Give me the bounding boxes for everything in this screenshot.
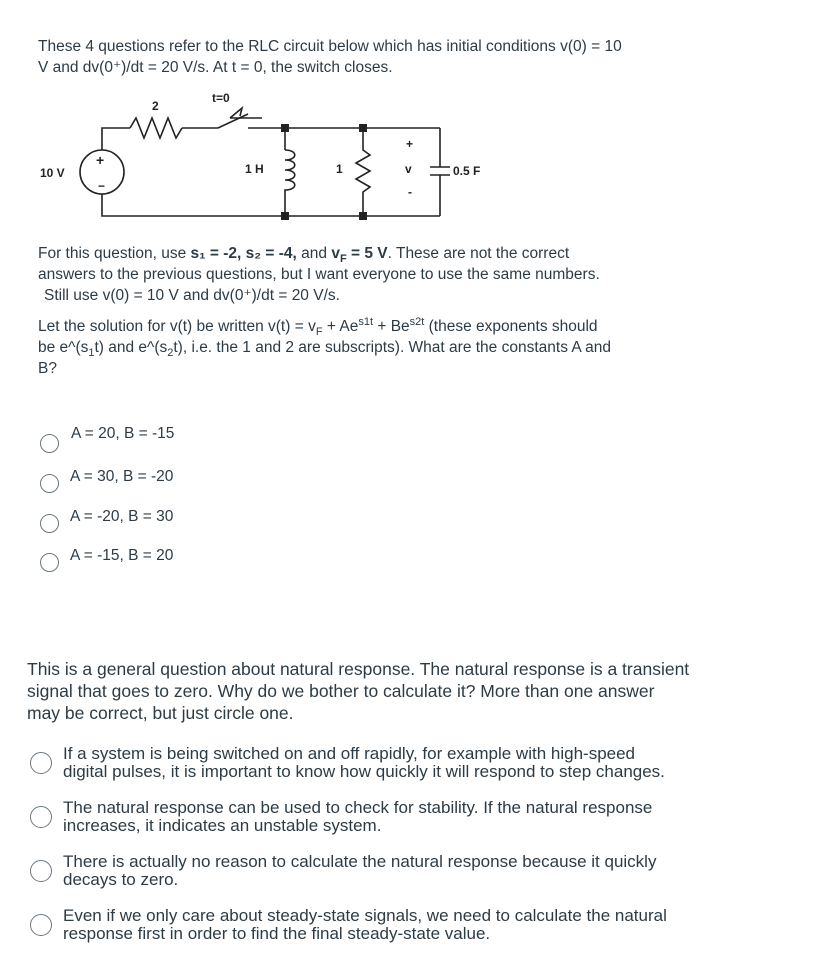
parallel-resistor <box>356 128 370 216</box>
inductor-label: 1 H <box>245 162 264 176</box>
q2-option-3[interactable]: There is actually no reason to calculate the natural response because it quickly decays to zero. <box>30 853 823 889</box>
q1-option-1[interactable]: A = 20, B = -15 <box>40 425 174 453</box>
q2-option-1[interactable]: If a system is being switched on and off rapidly, for example with high-speed digital pulses, it is important to know how quickly it will respond to step changes. <box>30 745 823 781</box>
inductor-coil <box>285 150 295 216</box>
radio-button[interactable] <box>40 553 59 572</box>
node-dot <box>281 124 289 132</box>
wire-bottom <box>102 194 440 216</box>
question-2-text: This is a general question about natural response. The natural response is a transient signal that goes to zero. Why do we bother to calculate it? More than one answer may be correct, but just circle one. <box>27 659 690 723</box>
node-dot <box>359 212 367 220</box>
switch-arrow <box>230 108 262 118</box>
switch-label: t=0 <box>212 91 230 105</box>
capacitor-label: 0.5 F <box>453 164 481 178</box>
radio-button[interactable] <box>40 434 59 453</box>
intro-line-2: V and dv(0⁺)/dt = 20 V/s. At t = 0, the switch closes. <box>38 59 393 76</box>
v-label: v <box>405 162 412 176</box>
capacitor <box>430 128 450 216</box>
question-1-intro <box>38 36 768 78</box>
question-1-parameters: For this question, use s₁ = -2, s₂ = -4, and $v_F = 5$ V. These are not the correct answers to the previous questions, but I want everyone to use the same numbers. Still use v(0) = 10 V and dv(0⁺)/dt = 20 V/s. <box>38 245 600 304</box>
q1-option-2[interactable]: A = 30, B = -20 <box>40 468 173 493</box>
source-label: 10 V <box>40 166 65 180</box>
radio-button[interactable] <box>30 806 52 828</box>
parallel-resistor-label: 1 <box>336 162 343 176</box>
radio-button[interactable] <box>30 914 52 936</box>
radio-button[interactable] <box>40 514 59 533</box>
intro-line-1: These 4 questions refer to the RLC circuit below which has initial conditions v(0) = 10 <box>38 38 622 55</box>
v-plus: + <box>406 137 414 151</box>
series-resistor-label: 2 <box>152 99 159 113</box>
rlc-circuit-diagram <box>30 88 481 228</box>
source-minus: − <box>98 179 106 193</box>
wire-top-left <box>102 128 130 150</box>
node-dot <box>281 212 289 220</box>
q1-option-4[interactable]: A = -15, B = 20 <box>40 547 173 572</box>
node-dot <box>359 124 367 132</box>
q2-option-4[interactable]: Even if we only care about steady-state signals, we need to calculate the natural response first in order to find the final steady-state value. <box>30 907 823 943</box>
radio-button[interactable] <box>40 474 59 493</box>
q1-option-3[interactable]: A = -20, B = 30 <box>40 508 173 533</box>
source-plus: + <box>96 152 105 168</box>
q2-option-2[interactable]: The natural response can be used to check for stability. If the natural response increases, it indicates an unstable system. <box>30 799 823 835</box>
question-1-prompt: Let the solution for v(t) be written $v(t) = v_F + Ae^{s1t} + Be^{s2t}$ (these exponents should be $e\^{}(s_1t)$ and $e\^{}(s_2t)$, i.e. the 1 and 2 are subscripts). What are the constants A and B? <box>38 315 612 377</box>
radio-button[interactable] <box>30 752 52 774</box>
v-minus: - <box>408 185 412 199</box>
series-resistor <box>130 118 182 138</box>
radio-button[interactable] <box>30 860 52 882</box>
